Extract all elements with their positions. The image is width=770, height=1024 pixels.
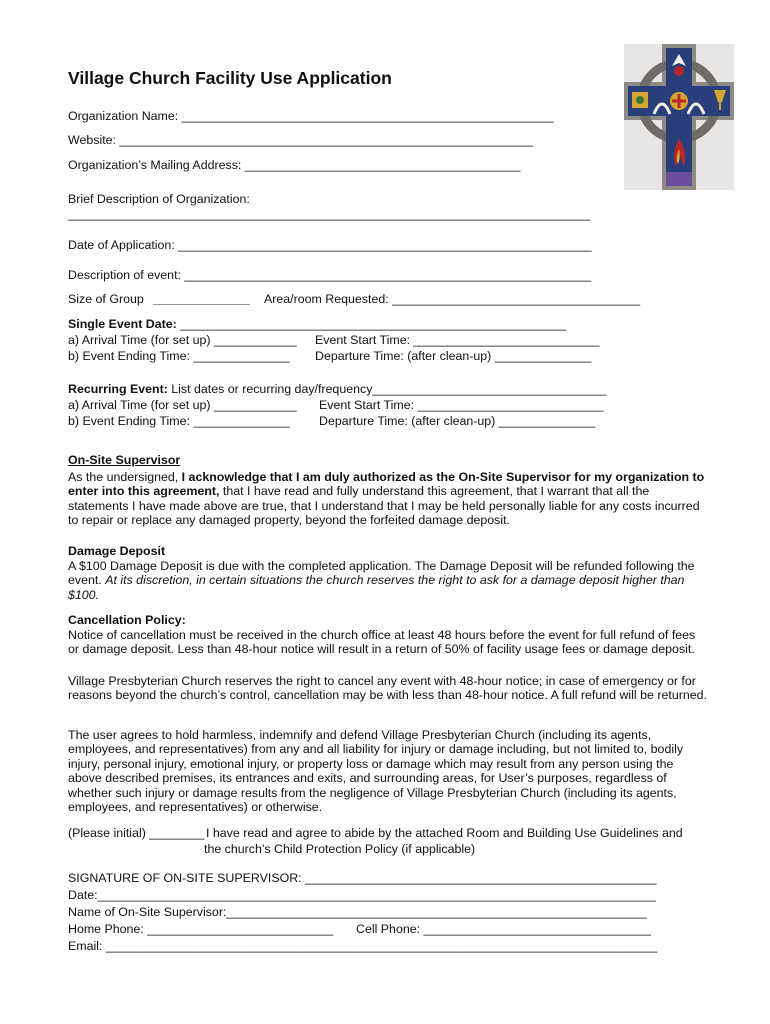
size-of-group-field[interactable]: ______________ (153, 292, 250, 306)
recurring-event-field[interactable]: List dates or recurring day/frequency__________________________________ (167, 382, 607, 396)
recurring-departure-time-field[interactable]: Departure Time: (after clean-up) ______________ (319, 414, 596, 428)
date-of-application-field[interactable]: Date of Application: ____________________________________________________________ (68, 238, 592, 252)
supervisor-name-field[interactable]: Name of On-Site Supervisor:_____________________________________________________________ (68, 905, 647, 919)
initial-field[interactable]: (Please initial) ________ (68, 826, 205, 840)
single-event-date-row (68, 317, 566, 332)
onsite-text-rest: that I have read and fully understand this agreement, that I warrant that all the statements I have made above are true, that I understand that I may be held personally liable for any costs incurred to repair or replace any damaged property, beyond the forfeited damage deposit. (68, 484, 700, 528)
recurring-event-start-time-field[interactable]: Event Start Time: ___________________________ (319, 398, 604, 412)
description-of-event-field[interactable]: Description of event: ___________________________________________________________ (68, 268, 591, 282)
page-title: Village Church Facility Use Application (68, 68, 392, 88)
onsite-text-intro: As the undersigned, (68, 470, 182, 484)
damage-deposit-paragraph (68, 559, 708, 602)
brief-description-label: Brief Description of Organization: (68, 192, 250, 206)
damage-deposit-text: A $100 Damage Deposit is due with the completed application. The Damage Deposit will be refunded following the event. (68, 559, 695, 588)
damage-deposit-heading: Damage Deposit (68, 544, 166, 558)
recurring-event-label: Recurring Event: (68, 382, 168, 396)
signature-field[interactable]: SIGNATURE OF ON-SITE SUPERVISOR: ___________________________________________________ (68, 871, 657, 885)
stained-glass-cross-image (624, 44, 734, 190)
website-field[interactable]: Website: ____________________________________________________________ (68, 133, 533, 147)
single-event-date-label: Single Event Date: (68, 317, 177, 331)
single-departure-time-field[interactable]: Departure Time: (after clean-up) ______________ (315, 349, 592, 363)
email-field[interactable]: Email: ________________________________________________________________________________ (68, 939, 658, 953)
cell-phone-field[interactable]: Cell Phone: _________________________________ (356, 922, 651, 936)
onsite-text-bold: I acknowledge that I am duly authorized as the On-Site Supervisor for my organization to enter into this agreement, (68, 470, 705, 499)
size-of-group-label: Size of Group (68, 292, 144, 306)
brief-description-field[interactable]: ______________________________________________________________________________ (68, 207, 590, 221)
initial-statement-line2: the church’s Child Protection Policy (if applicable) (204, 842, 476, 856)
home-phone-field[interactable]: Home Phone: ___________________________ (68, 922, 334, 936)
organization-name-field[interactable]: Organization Name: ______________________________________________________ (68, 109, 554, 123)
area-room-requested-field[interactable]: Area/room Requested: ____________________________________ (264, 292, 641, 306)
onsite-supervisor-paragraph (68, 470, 708, 528)
damage-deposit-italic: At its discretion, in certain situations the church reserves the right to ask for a damage deposit higher than $100. (68, 573, 685, 602)
single-event-date-field[interactable]: ________________________________________________________ (176, 317, 567, 331)
recurring-event-ending-time-field[interactable]: b) Event Ending Time: ______________ (68, 414, 290, 428)
onsite-supervisor-heading: On-Site Supervisor (68, 453, 181, 467)
single-event-ending-time-field[interactable]: b) Event Ending Time: ______________ (68, 349, 290, 363)
cancellation-paragraph-1: Notice of cancellation must be received in the church office at least 48 hours before the event for full refund of fees or damage deposit. Less than 48-hour notice will result in a return of 50% of facility usage fees or damage deposit. (68, 628, 696, 657)
single-arrival-time-field[interactable]: a) Arrival Time (for set up) ____________ (68, 333, 297, 347)
cancellation-policy-heading: Cancellation Policy: (68, 613, 186, 627)
single-event-start-time-field[interactable]: Event Start Time: ___________________________ (315, 333, 600, 347)
initial-statement-line1: I have read and agree to abide by the attached Room and Building Use Guidelines and (206, 826, 683, 840)
recurring-arrival-time-field[interactable]: a) Arrival Time (for set up) ____________ (68, 398, 297, 412)
indemnity-paragraph: The user agrees to hold harmless, indemnify and defend Village Presbyterian Church (including its agents, employees, and representatives) from any and all liability for injury or damage including, but not limited to, bodily injury, personal injury, emotional injury, or property loss or damage which may result from any person using the above described premises, its entrances and exits, and surrounding areas, for User’s purposes, regardless of whether such injury or damage results from the negligence of Village Presbyterian Church (including its agents, employees, and representatives) or otherwise. (68, 728, 684, 815)
cancellation-paragraph-2: Village Presbyterian Church reserves the right to cancel any event with 48-hour notice; in case of emergency or for reasons beyond the church’s control, cancellation may be with less than 48-hour notice. A full refund will be returned. (68, 674, 707, 703)
size-of-group-row (68, 292, 250, 307)
recurring-event-row (68, 382, 607, 397)
mailing-address-field[interactable]: Organization’s Mailing Address: ________________________________________ (68, 158, 521, 172)
date-field[interactable]: Date:_________________________________________________________________________________ (68, 888, 656, 902)
